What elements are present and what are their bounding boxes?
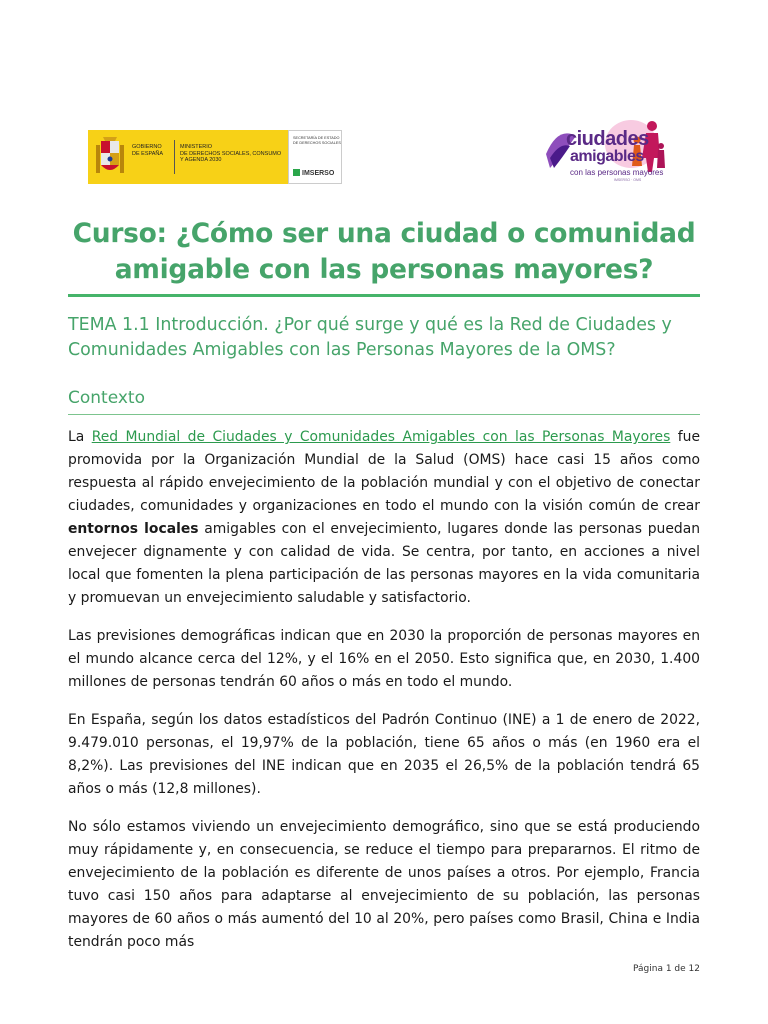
age-friendly-cities-logo — [536, 106, 686, 196]
imserso-text: IMSERSO — [302, 170, 335, 177]
imserso-label — [293, 169, 334, 177]
cities-logo-word3: con las personas mayores — [570, 168, 664, 177]
paragraph-1 — [68, 426, 700, 610]
imserso-icon — [293, 169, 300, 176]
paragraph-1-pre: La — [68, 429, 92, 445]
cities-logo-word2: amigables — [570, 148, 644, 165]
gov-logo-divider — [174, 140, 175, 174]
paragraph-3: En España, según los datos estadísticos del Padrón Continuo (INE) a 1 de enero de 2022, 9.479.010 personas, el 19,97% de la población, tiene 65 años o más (en 1960 era el 8,2%). Las previsiones del INE indican que en 2035 el 26,5% de la población tendrá 65 años o más (12,8 millones). — [68, 712, 700, 797]
coat-of-arms-icon — [94, 135, 126, 179]
paragraph-1-bold: entornos locales — [68, 521, 199, 537]
gov-name-text: GOBIERNO DE ESPAÑA — [132, 144, 164, 157]
paragraph-2: Las previsiones demográficas indican que en 2030 la proporción de personas mayores en el mundo alcance cerca del 12%, y el 16% en el 2050. Esto significa que, en 2030, 1.400 millones de personas tendrán 60 años o más en todo el mundo. — [68, 628, 700, 690]
paragraph-4: No sólo estamos viviendo un envejecimiento demográfico, sino que se está produciendo muy rápidamente y, en consecuencia, se reduce el tiempo para prepararnos. El ritmo de envejecimiento de la población es diferente de unos países a otros. Por ejemplo, Francia tuvo casi 150 años para adaptarse al envejecimiento de su población, las personas mayores de 60 años o más aumentó del 10 al 20%, pero países como Brasil, China e India tendrán poco más — [68, 819, 700, 950]
cities-logo-word4: IMSERSO · OMS — [614, 178, 642, 182]
ministry-name-text: MINISTERIO DE DERECHOS SOCIALES, CONSUMO Y AGENDA 2030 — [180, 144, 282, 163]
paragraph-1-post: amigables con el envejecimiento, lugares donde las personas puedan envejecer dignamente y con calidad de vida. Se centra, por tanto, en acciones a nivel local que fomenten la plena participación de las personas mayores en la vida comunitaria y promuevan un envejecimiento saludable y satisfactorio. — [68, 521, 701, 606]
document-body — [68, 426, 700, 969]
section-divider — [68, 414, 700, 415]
course-title: Curso: ¿Cómo ser una ciudad o comunidad amigable con las personas mayores? — [72, 218, 696, 285]
gov-logo-yellow-band — [88, 130, 288, 184]
oms-network-link[interactable]: Red Mundial de Ciudades y Comunidades Amigables con las Personas Mayores — [91, 429, 671, 445]
topic-title: TEMA 1.1 Introducción. ¿Por qué surge y qué es la Red de Ciudades y Comunidades Amigables con las Personas Mayores de la OMS? — [68, 315, 672, 360]
section-heading: Contexto — [68, 388, 145, 408]
title-divider — [68, 294, 700, 297]
cities-logo-word1: ciudades — [566, 128, 649, 150]
imserso-box — [288, 130, 342, 184]
page-number: Página 1 de 12 — [633, 964, 700, 974]
paragraph-1-mid: fue promovida por la Organización Mundial de la Salud (OMS) hace casi 15 años como respuesta al rápido envejecimiento de la población mundial y con el objetivo de conectar ciudades, comunidades y organizaciones en todo el mundo con la visión común de crear — [68, 429, 701, 514]
secretaria-text: SECRETARÍA DE ESTADO DE DERECHOS SOCIALES — [293, 136, 341, 145]
government-logo — [88, 130, 342, 184]
